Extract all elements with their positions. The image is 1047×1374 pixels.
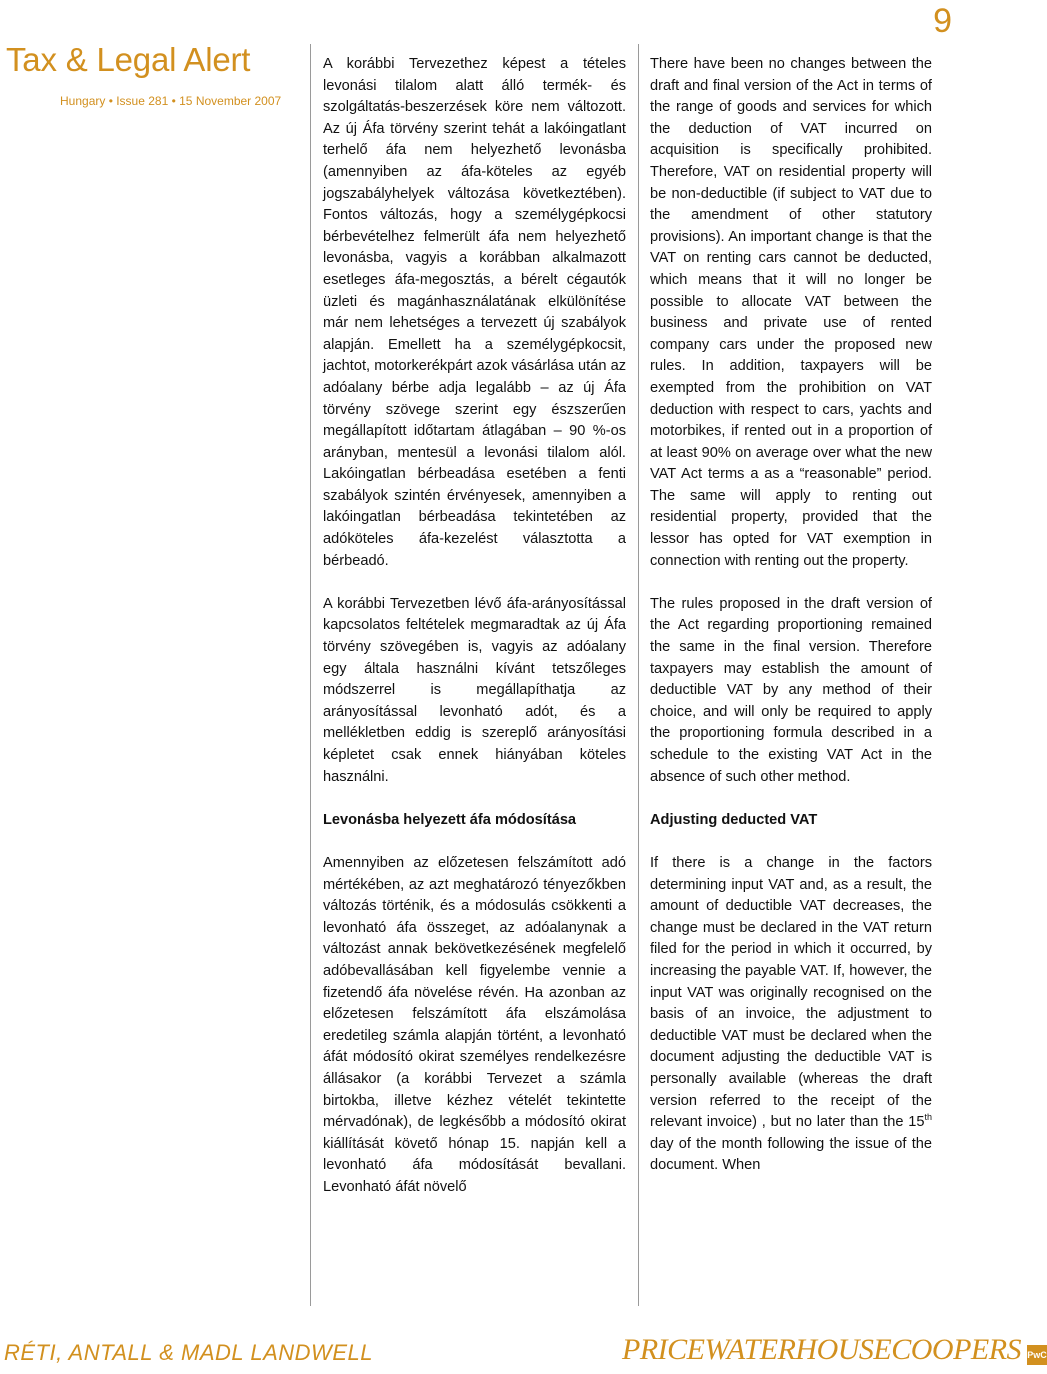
- en-paragraph-1: There have been no changes between the draft and final version of the Act in terms of the range of goods and services for which the deduction of VAT incurred on acquisition is specifically prohibited. Therefore, VAT on residential property will be non-deductible (if subject to VAT due to the amendment of other statutory provisions). An important change is that the VAT on renting cars cannot be deducted, which means that it will no longer be possible to allocate VAT between the business and private use of rented company cars under the proposed new rules. In addition, taxpayers will be exempted from the prohibition on VAT deduction with respect to cars, yachts and motorbikes, if rented out in a proportion of at least 90% on average over what the new VAT Act terms a as a “reasonable” period. The same will apply to renting out residential property, provided that the lessor has opted for VAT exemption in connection with renting out the property.: [650, 56, 932, 569]
- en-paragraph-3-tail: day of the month following the issue of the document. When: [650, 1135, 932, 1174]
- publication-title: Tax & Legal Alert: [6, 41, 251, 78]
- hu-section-heading: Levonásba helyezett áfa módosítása: [323, 811, 577, 828]
- english-column: [650, 54, 932, 1198]
- landwell-logo: RÉTI, ANTALL & MADL LANDWELL: [4, 1340, 373, 1365]
- pwc-badge-icon: PwC: [1027, 1345, 1047, 1365]
- column-divider: [310, 44, 311, 1306]
- pwc-logo: [622, 1330, 1047, 1370]
- pwc-logo-text: PRICEWATERHOUSECOOPERS: [622, 1333, 1022, 1366]
- en-section-heading: Adjusting deducted VAT: [650, 811, 818, 828]
- ordinal-suffix: th: [924, 1112, 932, 1123]
- en-paragraph-2: The rules proposed in the draft version of the Act regarding proportioning remained the same in the final version. Therefore taxpayers may establish the amount of deductible VAT by any method of their choice, and will only be required to apply the proportioning formula described in a schedule to the existing VAT Act in the absence of such other method.: [650, 595, 932, 785]
- hungarian-column: [323, 54, 626, 1220]
- hu-paragraph-2: A korábbi Tervezetben lévő áfa-arányosítással kapcsolatos feltételek megmaradtak az új Áfa törvény szövegében is, vagyis az adóalany egy általa használni kívánt tetszőleges módszerrel is megállapíthatja az arányosítással levonható adót, és a mellékletben eddig is szereplő arányosítási képletet csak ennek hiányában köteles használni.: [323, 595, 626, 785]
- en-paragraph-3: [650, 853, 932, 1177]
- hu-paragraph-3: Amennyiben az előzetesen felszámított adó mértékében, az azt meghatározó tényezőkben változás történik, és a módosulás csökkenti a levonható áfa összeget, az adóalanynak a változást annak bekövetkezésének megfelelő adóbevallásában kell figyelembe vennie a fizetendő áfa növelése révén. Ha azonban az előzetesen felszámított áfa elszámolása eredetileg számla alapján történt, a levonható áfát módosító okirat személyes rendelkezésre állásakor (a korábbi Tervezet a számla birtokba, illetve kézhez vételét tekintette mérvadónak), de legkésőbb a módosító okirat kiállítását követő hónap 15. napján kell a levonható áfa módosítását bevallani. Levonható áfát növelő: [323, 854, 626, 1195]
- issue-info: Hungary • Issue 281 • 15 November 2007: [60, 94, 282, 108]
- hu-paragraph-1: A korábbi Tervezethez képest a tételes levonási tilalom alatt álló termék- és szolgáltatás-beszerzések köre nem változott. Az új Áfa törvény szerint tehát a lakóingatlant terhelő áfa nem helyezhető levonásba (amennyiben az áfa-köteles az egyéb jogszabályhelyek változása következtében). Fontos változás, hogy a személygépkocsi bérbevételhez felmerült áfa nem helyezhető levonásba, vagyis a korábban alkalmazott esetleges áfa-megosztás, a bérelt cégautók üzleti és magánhasználatának elkülönítése már nem lehetséges a tervezett új szabályok alapján. Emellett ha a személygépkocsit, jachtot, motorkerékpárt azok vásárlása után az adóalany bérbe adja legalább – az új Áfa törvény szövege szerint egy észszerűen megállapított időtartam átlagában – 90 %-os arányban, mentesül a levonási tilalom alól. Lakóingatlan bérbeadása esetében a fenti szabályok szintén érvényesek, amennyiben a lakóingatlan bérbeadása tekintetében az adóköteles áfa-kezelést választotta a bérbeadó.: [323, 56, 626, 569]
- column-divider: [638, 44, 639, 1306]
- en-paragraph-3-text: If there is a change in the factors determining input VAT and, as a result, the amount of deductible VAT decreases, the change must be declared in the VAT return filed for the period in which it occurred, by increasing the payable VAT. If, however, the input VAT was originally recognised on the basis of an invoice, the adjustment to deductible VAT must be declared when the document adjusting the deductible VAT is personally available (whereas the draft version referred to the receipt of the relevant invoice) , but no later than the 15: [650, 854, 932, 1131]
- page-number: 9: [933, 2, 952, 40]
